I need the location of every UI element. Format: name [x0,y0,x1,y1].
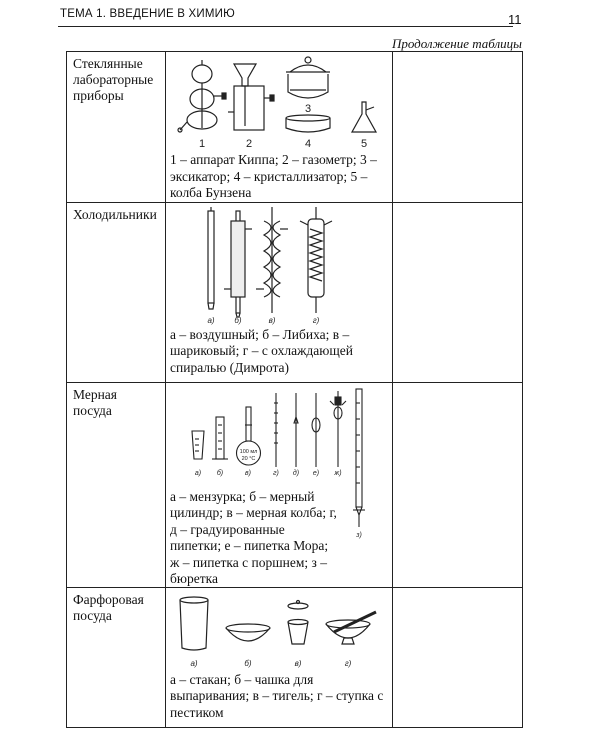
page-number: 11 [508,12,522,27]
running-header [58,6,528,26]
fig-label: а) [194,469,202,477]
burette-icon [353,389,365,527]
table-row-glassware [67,52,523,203]
dimroth-condenser-icon [300,207,332,313]
condensers-figure [166,203,392,327]
fig-label: в) [245,469,251,477]
fig-label: а) [207,315,215,325]
flask-temperature-label: 20 °С [241,455,256,462]
chapter-title: ТЕМА 1. ВВЕДЕНИЕ В ХИМИЮ [60,8,235,20]
fig-label: 4 [304,138,312,150]
crystallizer-icon [286,115,330,132]
table-row-porcelain-ware [67,587,523,727]
gasometer-icon [228,64,274,130]
fig-label: в) [268,315,276,325]
crucible-icon [288,600,308,644]
desiccator-icon [286,57,330,98]
porcelain-beaker-icon [180,597,208,650]
fig-label: д) [292,469,300,477]
liebig-condenser-icon [224,211,252,317]
mortar-and-pestle-icon [326,612,376,644]
evaporating-dish-icon [226,624,270,641]
glassware-figure [166,52,392,152]
fig-label: б) [216,469,224,477]
row-name: Стеклянные лабораторные приборы [73,56,154,103]
flask-volume-label: 100 мл [239,448,258,455]
table-row-condensers [67,202,523,382]
graduated-pipette-icon [294,393,298,467]
figure-caption: 1 – аппарат Киппа; 2 – газометр; 3 – эксикатор; 4 – кристаллизатор; 5 – колба Бунзена [170,152,377,200]
porcelain-figure [166,588,392,672]
fig-label: в) [294,658,302,668]
fig-label: а) [190,658,198,668]
fig-label: г) [273,469,279,477]
fig-label: г) [312,315,320,325]
fig-label: б) [244,658,252,668]
fig-label: б) [234,315,242,325]
bulb-condenser-icon [256,207,288,313]
mohr-pipette-icon [312,393,320,467]
fig-label: 2 [245,138,253,150]
header-rule [58,26,513,27]
measuring-cylinder-icon [212,417,228,459]
fig-label: 5 [360,138,368,150]
figure-caption: а – мензурка; б – мерный цилиндр; в – мерная колба; г, д – градуированные пипетки; е – пипетка Мора; ж – пипетка с поршнем; з – бюретка [170,488,337,586]
row-name: Холодильники [73,206,157,222]
fig-label: ж) [334,469,342,477]
row-name: Мерная посуда [73,386,117,418]
plunger-pipette-icon [330,391,346,467]
fig-label: е) [312,469,320,477]
fig-label: 3 [304,103,312,115]
equipment-table [66,51,523,728]
figure-caption: а – воздушный; б – Либиха; в – шариковый; г – с охлаждающей спиралью (Димрота) [170,326,353,375]
graduated-beaker-icon [192,431,204,459]
bunsen-flask-icon [352,102,376,132]
row-name: Фарфоровая посуда [73,591,144,623]
kipp-apparatus-icon [178,60,226,132]
table-continuation-note: Продолжение таблицы [391,36,522,51]
graduated-pipette-icon [274,393,278,467]
fig-label: 1 [198,138,206,150]
fig-label: г) [344,658,352,668]
fig-label: з) [356,531,362,539]
table-row-measuring-ware [67,382,523,587]
figure-caption: а – стакан; б – чашка для выпаривания; в – тигель; г – ступка с пестиком [170,671,384,720]
air-condenser-icon [208,207,214,309]
